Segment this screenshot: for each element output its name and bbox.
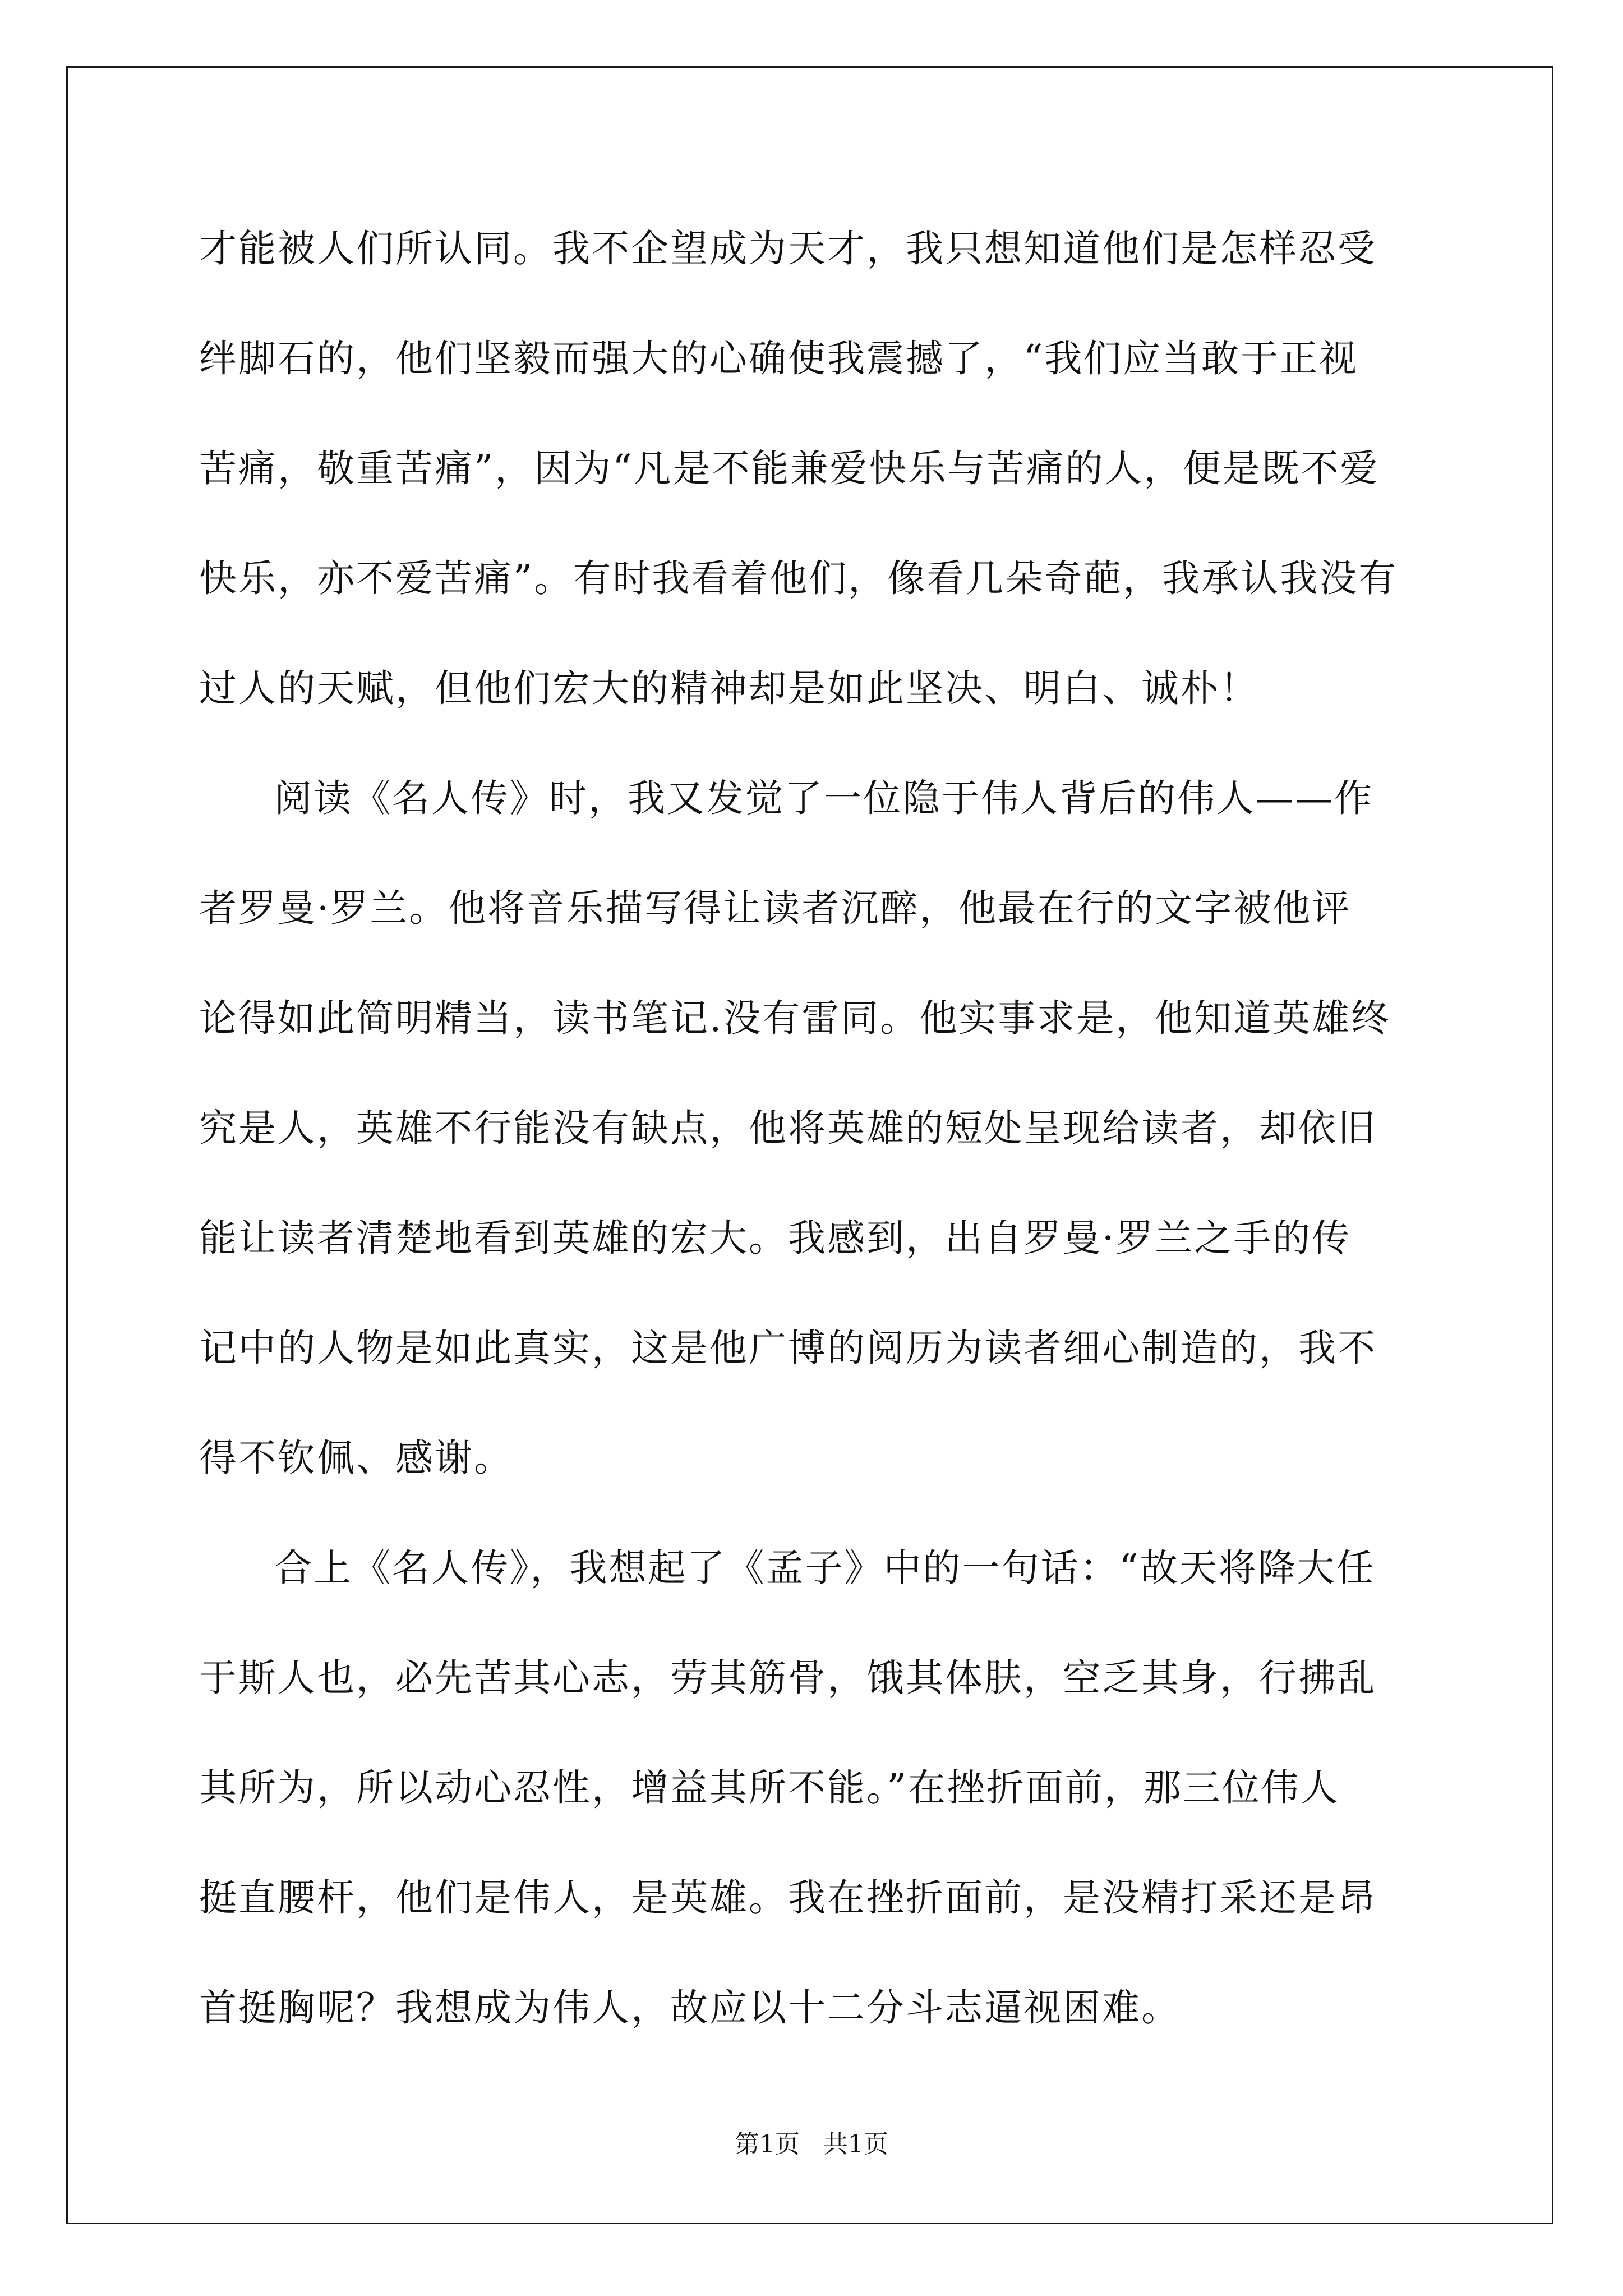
text-line: 首挺胸呢？我想成为伟人，故应以十二分斗志逼视困难。: [199, 1986, 1181, 2030]
text-line: 快乐，亦不爱苦痛”。有时我看着他们，像看几朵奇葩，我承认我没有: [199, 556, 1398, 600]
paragraph-first-line: 阅读《名人传》时，我又发觉了一位隐于伟人背后的伟人——作: [274, 776, 1373, 820]
text-line: 究是人，英雄不行能没有缺点，他将英雄的短处呈现给读者，却依旧: [199, 1106, 1377, 1150]
text-line: 于斯人也，必先苦其心志，劳其筋骨，饿其体肤，空乏其身，行拂乱: [199, 1656, 1377, 1700]
text-line: 苦痛，敬重苦痛”，因为“凡是不能兼爱快乐与苦痛的人，便是既不爱: [199, 447, 1380, 490]
text-line: 能让读者清楚地看到英雄的宏大。我感到，出自罗曼·罗兰之手的传: [199, 1216, 1352, 1260]
paragraph-first-line: 合上《名人传》，我想起了《孟子》中的一句话：“故天将降大任: [274, 1546, 1376, 1590]
text-line: 才能被人们所认同。我不企望成为天才，我只想知道他们是怎样忍受: [199, 227, 1377, 270]
document-body: [199, 194, 1433, 2063]
text-line: 其所为，所以动心忍性，增益其所不能。”在挫折面前，那三位伟人: [199, 1766, 1340, 1810]
text-line: 过人的天赋，但他们宏大的精神却是如此坚决、明白、诚朴！: [199, 666, 1259, 710]
page-number-footer: 第1页 共1页: [735, 2130, 888, 2159]
text-line: 论得如此简明精当，读书笔记.没有雷同。他实事求是，他知道英雄终: [199, 996, 1391, 1040]
text-line: 得不钦佩、感谢。: [199, 1436, 513, 1480]
text-line: 挺直腰杆，他们是伟人，是英雄。我在挫折面前，是没精打采还是昂: [199, 1876, 1377, 1920]
text-line: 绊脚石的，他们坚毅而强大的心确使我震撼了，“我们应当敢于正视: [199, 337, 1359, 380]
text-line: 者罗曼·罗兰。他将音乐描写得让读者沉醉，他最在行的文字被他评: [199, 886, 1352, 930]
text-line: 记中的人物是如此真实，这是他广博的阅历为读者细心制造的，我不: [199, 1326, 1377, 1370]
